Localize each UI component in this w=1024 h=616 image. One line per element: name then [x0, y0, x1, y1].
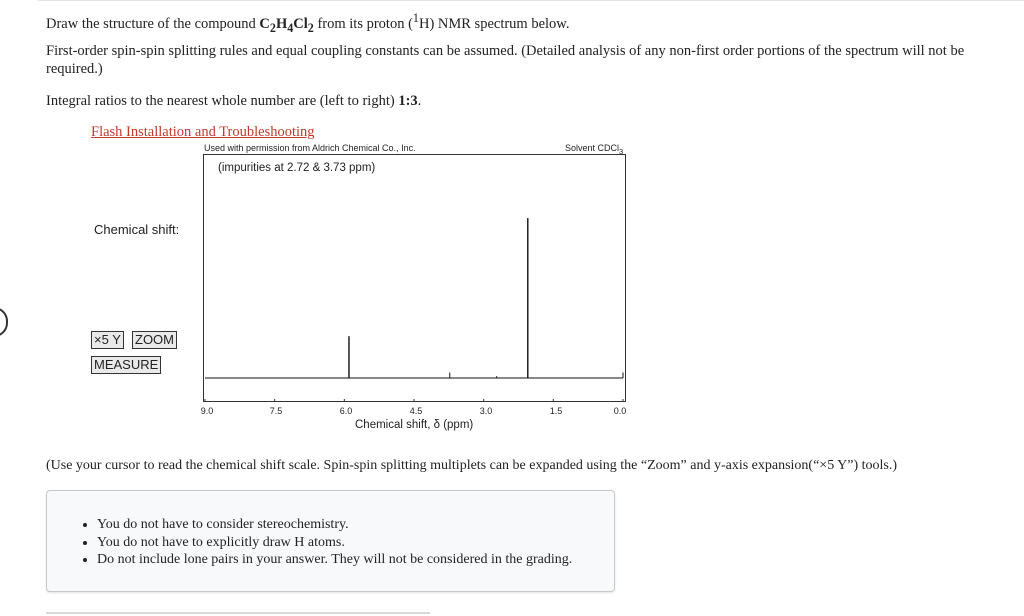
instructions-box [46, 490, 615, 592]
x-tick-label: 6.0 [339, 406, 353, 416]
x-tick-label: 4.5 [409, 406, 423, 416]
zoom-button[interactable]: ZOOM [132, 331, 177, 349]
measure-button[interactable]: MEASURE [91, 356, 161, 374]
x-axis-label: Chemical shift, δ (ppm) [355, 419, 474, 431]
y-expand-button[interactable]: ×5 Y [91, 331, 124, 349]
integral-ratio: 1:3 [398, 93, 418, 109]
instruction-item: • Do not include lone pairs in your answer. They will not be considered in the grading. [97, 551, 572, 569]
x-tick-label: 3.0 [479, 406, 493, 416]
x-tick-label: 7.5 [269, 406, 283, 416]
x-tick-label: 0.0 [613, 406, 627, 416]
x-tick-label: 9.0 [200, 406, 214, 416]
chemical-shift-label: Chemical shift: [94, 222, 180, 237]
spectrum-credit: Used with permission from Aldrich Chemical Co., Inc. [204, 143, 416, 153]
question-line-3: Integral ratios to the nearest whole number are (left to right) 1:3. [46, 93, 422, 109]
instruction-item: • You do not have to consider stereochemistry. [97, 516, 572, 534]
bottom-divider [46, 612, 430, 614]
solvent-label: Solvent CDCl$_3$ [565, 143, 624, 156]
x-tick-label: 1.5 [549, 406, 563, 416]
impurity-note: (impurities at 2.72 & 3.73 ppm) [218, 162, 376, 174]
instruction-item: • You do not have to explicitly draw H atoms. [97, 534, 572, 552]
cursor-note: (Use your cursor to read the chemical shift scale. Spin-spin splitting multiplets can be expanded using the “Zoom” and y-axis expansion(“×5 Y”) tools.) [46, 458, 898, 473]
flash-installation-link[interactable]: Flash Installation and Troubleshooting [91, 124, 315, 140]
question-line-2: First-order spin-spin splitting rules and equal coupling constants can be assumed. (Detailed analysis of any non-first order portions of the spectrum will not be required.) [46, 43, 965, 77]
question-line-1: Draw the structure of the compound $C_2H_4Cl_2$ from its proton ($^1$H) NMR spectrum below. [46, 11, 570, 35]
